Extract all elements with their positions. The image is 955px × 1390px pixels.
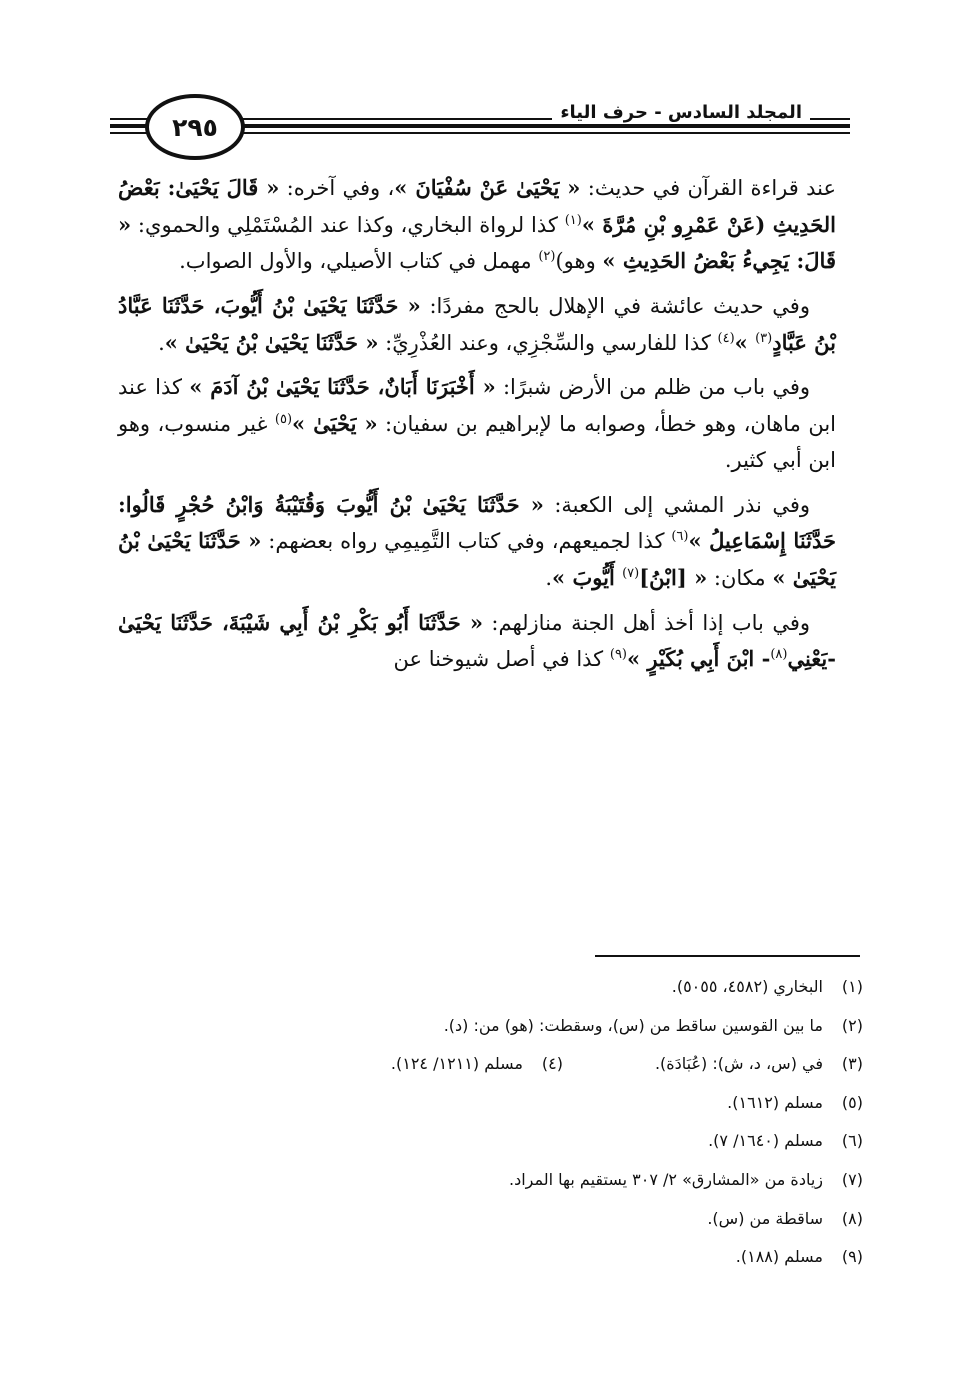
text-run: وفي باب من ظلم من الأرض شبرًا:: [495, 375, 810, 400]
footnote-number: (٣): [841, 1054, 863, 1074]
footnote-text: البخاري (٤٥٨٢، ٥٠٥٥).: [671, 977, 823, 996]
footnote-text: في (س، د، ش): (عُبَادَة).: [654, 1054, 823, 1074]
main-text: [118, 170, 836, 686]
footnote-number: (٨): [841, 1208, 863, 1228]
footnote-number: (٦): [841, 1131, 863, 1151]
footnote: [163, 1122, 863, 1161]
quoted-chain: « أَخْبَرَنَا أَبَانٌ، حَدَّثَنَا يَحْيَىٰ بْنُ آدَمَ »: [189, 374, 496, 400]
footnote: [163, 1045, 863, 1084]
footnotes: [163, 968, 863, 1277]
footnote-number: (٩): [841, 1247, 863, 1267]
footnote-text: مسلم (١٦١٢).: [727, 1092, 823, 1112]
quoted-chain: « قَالَ يَحْيَىٰ: بَعْضُ الحَدِيثِ (عَنْ عَمْرِو بْنِ مُرَّةَ »: [118, 175, 836, 237]
quoted-chain: »: [734, 329, 756, 355]
page-header: [110, 88, 850, 168]
footnote-ref: (١): [564, 212, 582, 228]
footnote: [163, 1007, 863, 1046]
text-run: غير منسوب، وهو ابن أبي كثير.: [118, 412, 836, 472]
text-run: وفي حديث عائشة في الإهلال بالحج مفردًا:: [420, 294, 810, 319]
footnote-ref: (٧): [622, 565, 640, 581]
footnote-ref: (٢): [538, 249, 556, 265]
text-run: عند قراءة القرآن في حديث:: [580, 176, 837, 200]
footnote-text: زيادة من «المشارق» ٢/ ٣٠٧ يستقيم بها المراد.: [508, 1169, 823, 1189]
text-run: كذا للفارسي والسِّجْزِي، وعند العُذْرِيِّ:: [378, 330, 718, 355]
text-run: مهمل في كتاب الأصيلي، والأول الصواب.: [179, 249, 539, 274]
text-run: وهو): [555, 249, 603, 274]
quoted-chain: « حَدَّثَنَا يَحْيَىٰ بْنُ يَحْيَىٰ »: [118, 528, 836, 590]
quoted-chain: « يَحْيَىٰ »: [292, 411, 378, 437]
running-title: المجلد السادس - حرف الياء: [552, 102, 810, 123]
footnote-ref: (٣): [755, 330, 773, 346]
footnote-inline: [391, 1045, 563, 1084]
quoted-chain: « حَدَّثَنَا أَبُو بَكْرِ بْنُ أَبِي شَيْبَةَ، حَدَّثَنَا يَحْيَىٰ -يَعْنِي: [118, 609, 836, 672]
footnote-ref: (٦): [671, 529, 689, 545]
paragraph: [118, 487, 836, 597]
text-run: وفي باب إذا أخذ أهل الجنة منازلهم:: [482, 610, 811, 635]
footnote: [163, 1161, 863, 1200]
footnote: [163, 968, 863, 1007]
page-number: ٢٩٥: [145, 94, 245, 160]
footnote: [163, 1238, 863, 1277]
quoted-chain: « [ابْنُ]: [639, 564, 708, 590]
text-run: كذا عند ابن ماهان، وهو خطأ، وصوابه ما لإبراهيم بن سفيان:: [118, 375, 837, 437]
quoted-chain: « حَدَّثَنَا يَحْيَىٰ بْنُ يَحْيَىٰ »: [164, 329, 379, 355]
footnote-number: (٤): [541, 1054, 563, 1074]
text-run: .: [158, 330, 165, 355]
paragraph: [118, 369, 836, 478]
footnote-ref: (٤): [717, 330, 735, 346]
quoted-chain: « يَحْيَىٰ عَنْ سُفْيَانَ »: [394, 175, 581, 200]
footnote-ref: (٩): [609, 647, 627, 663]
footnote-ref: (٨): [770, 647, 788, 663]
paragraph: [118, 605, 836, 678]
paragraph: [118, 288, 836, 361]
text-run: وفي نذر المشي إلى الكعبة:: [543, 492, 810, 517]
footnote-text: مسلم (١٦٤٠/ ٧).: [708, 1131, 823, 1151]
footnote-ref: (٥): [274, 412, 293, 428]
footnote-number: (٧): [841, 1169, 863, 1189]
quoted-chain: « حَدَّثَنَا يَحْيَىٰ بْنُ أَيُّوبَ وَقُتَيْبَةُ وَابْنُ حُجْرٍ قَالُوا: حَدَّثَنَا إِسْمَاعِيلُ »: [118, 491, 837, 554]
footnote: [163, 1084, 863, 1123]
footnote-number: (٥): [841, 1092, 863, 1112]
text-run: ، وفي آخره:: [279, 176, 395, 200]
footnote-number: (٢): [841, 1015, 863, 1035]
text-run: كذا في أصل شيوخنا عن: [393, 647, 610, 672]
footnote-text: ما بين القوسين ساقط من (س)، وسقطت: (هو) من: (د).: [443, 1015, 823, 1035]
text-run: كذا لرواة البخاري، وكذا عند المُسْتَمْلِي والحموي:: [131, 212, 565, 237]
quoted-chain: أَيُّوبَ »: [552, 564, 623, 590]
footnote-text: مسلم (١٨٨).: [735, 1247, 823, 1267]
footnote-separator: [595, 955, 860, 957]
footnote-text: مسلم (١٢١١/ ١٢٤).: [390, 1054, 523, 1074]
paragraph: [118, 170, 836, 280]
footnote-number: (١): [841, 977, 863, 996]
quoted-chain: « قَالَ: يَجِيءُ بَعْضُ الحَدِيثِ »: [118, 211, 836, 274]
footnote: [163, 1200, 863, 1239]
quoted-chain: - ابْنَ أَبِي بُكَيْرٍ »: [627, 646, 771, 672]
text-run: مكان:: [707, 565, 773, 590]
footnote-text: ساقطة من (س).: [707, 1208, 823, 1228]
text-run: كذا لجميعهم، وفي كتاب التَّمِيمِي رواه بعضهم:: [261, 529, 672, 554]
text-run: .: [545, 565, 553, 590]
quoted-chain: « حَدَّثَنَا يَحْيَىٰ بْنُ أَيُّوبَ، حَدَّثَنَا عَبَّادُ بْنُ عَبَّادٍ: [118, 293, 836, 355]
